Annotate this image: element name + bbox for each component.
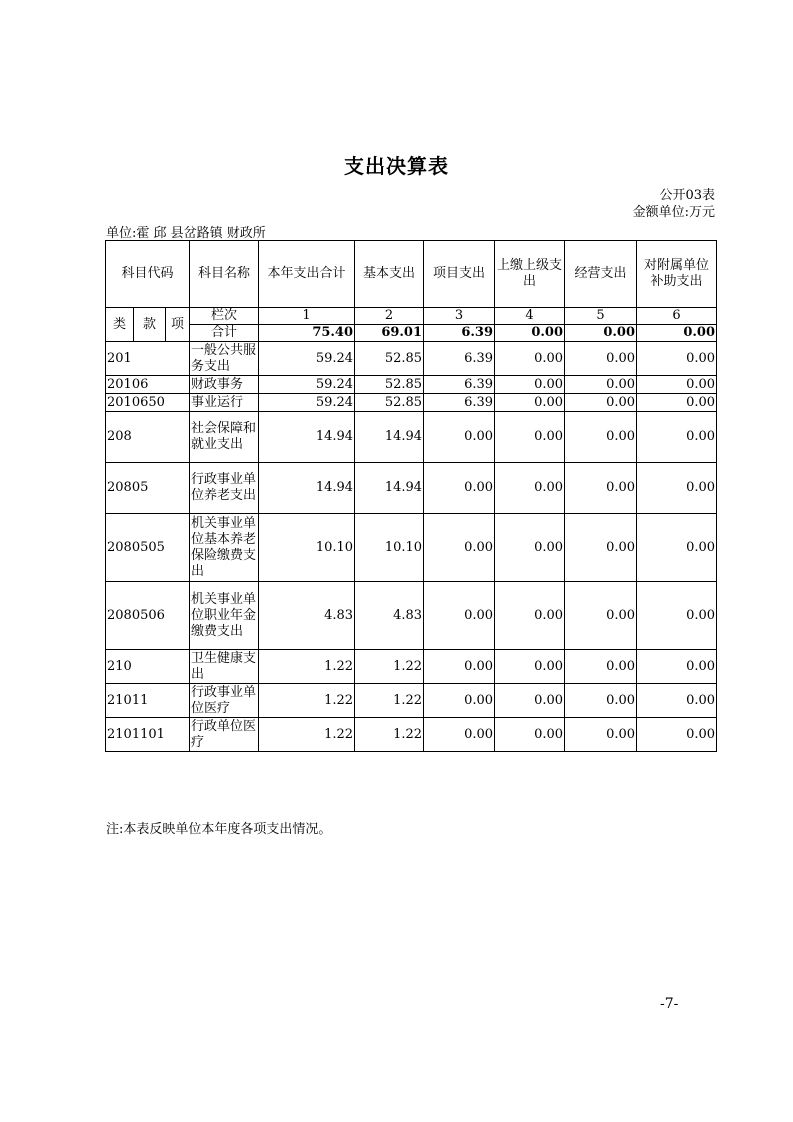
- amount-unit: 金额单位:万元: [632, 205, 715, 220]
- table-row: [106, 514, 717, 582]
- row-name: 行政事业单位养老支出: [190, 463, 259, 514]
- row-name: 卫生健康支出: [190, 650, 259, 684]
- col-index-3: 3: [424, 308, 495, 325]
- row-code: 210: [106, 650, 190, 684]
- row-code: 208: [106, 412, 190, 463]
- row-value: 0.00: [565, 342, 637, 376]
- row-value: 6.39: [424, 394, 495, 412]
- row-value: 6.39: [424, 342, 495, 376]
- row-code: 2010650: [106, 394, 190, 412]
- row-value: 0.00: [637, 394, 717, 412]
- row-value: 0.00: [424, 412, 495, 463]
- header-subsidiary: 对附属单位补助支出: [637, 241, 717, 308]
- row-name: 财政事务: [190, 376, 259, 394]
- header-project: 项目支出: [424, 241, 495, 308]
- row-value: 0.00: [565, 582, 637, 650]
- row-value: 59.24: [259, 342, 355, 376]
- row-value: 0.00: [495, 463, 565, 514]
- row-value: 0.00: [637, 463, 717, 514]
- row-value: 0.00: [637, 412, 717, 463]
- col-index-1: 1: [259, 308, 355, 325]
- row-value: 0.00: [565, 376, 637, 394]
- row-code: 2080505: [106, 514, 190, 582]
- row-name: 机关事业单位基本养老保险缴费支出: [190, 514, 259, 582]
- table-row: [106, 684, 717, 718]
- row-value: 0.00: [565, 514, 637, 582]
- header-lanci: 栏次: [190, 308, 259, 325]
- header-code: 科目代码: [106, 241, 190, 308]
- header-lei: 类: [106, 308, 134, 342]
- row-value: 10.10: [259, 514, 355, 582]
- total-value: 0.00: [637, 325, 717, 342]
- footnote: 注:本表反映单位本年度各项支出情况。: [106, 822, 332, 837]
- header-upper: 上缴上级支出: [495, 241, 565, 308]
- row-code: 2101101: [106, 718, 190, 752]
- row-value: 0.00: [495, 394, 565, 412]
- row-value: 59.24: [259, 394, 355, 412]
- row-name: 一般公共服务支出: [190, 342, 259, 376]
- row-value: 0.00: [637, 718, 717, 752]
- row-value: 10.10: [355, 514, 424, 582]
- row-value: 14.94: [259, 412, 355, 463]
- expenditure-table: [105, 240, 717, 752]
- header-xiang: 项: [166, 308, 190, 342]
- row-value: 1.22: [355, 650, 424, 684]
- header-operating: 经营支出: [565, 241, 637, 308]
- row-value: 0.00: [424, 650, 495, 684]
- header-basic: 基本支出: [355, 241, 424, 308]
- row-value: 0.00: [637, 650, 717, 684]
- row-value: 0.00: [424, 684, 495, 718]
- row-value: 0.00: [495, 650, 565, 684]
- row-value: 0.00: [637, 684, 717, 718]
- header-kuan: 款: [134, 308, 166, 342]
- row-value: 14.94: [355, 412, 424, 463]
- col-index-6: 6: [637, 308, 717, 325]
- row-value: 0.00: [424, 718, 495, 752]
- row-value: 0.00: [565, 684, 637, 718]
- row-value: 4.83: [259, 582, 355, 650]
- total-row: [106, 325, 717, 342]
- table-row: [106, 342, 717, 376]
- col-index-2: 2: [355, 308, 424, 325]
- row-code: 2080506: [106, 582, 190, 650]
- row-name: 社会保障和就业支出: [190, 412, 259, 463]
- row-name: 行政事业单位医疗: [190, 684, 259, 718]
- row-value: 59.24: [259, 376, 355, 394]
- row-value: 52.85: [355, 394, 424, 412]
- col-index-4: 4: [495, 308, 565, 325]
- table-row: [106, 463, 717, 514]
- row-value: 0.00: [565, 394, 637, 412]
- table-row: [106, 394, 717, 412]
- row-value: 0.00: [565, 412, 637, 463]
- total-label: 合计: [190, 325, 259, 342]
- row-value: 4.83: [355, 582, 424, 650]
- table-number: 公开03表: [659, 188, 715, 203]
- table-row: [106, 412, 717, 463]
- table-row: [106, 650, 717, 684]
- page-number: -7-: [660, 996, 679, 1012]
- row-value: 0.00: [565, 463, 637, 514]
- row-value: 0.00: [637, 582, 717, 650]
- row-value: 0.00: [495, 582, 565, 650]
- header-row: [106, 241, 717, 308]
- total-value: 75.40: [259, 325, 355, 342]
- page-title: 支出决算表: [344, 154, 449, 178]
- row-value: 0.00: [495, 342, 565, 376]
- row-code: 21011: [106, 684, 190, 718]
- row-value: 1.22: [259, 718, 355, 752]
- row-value: 0.00: [424, 514, 495, 582]
- row-value: 1.22: [259, 684, 355, 718]
- row-value: 0.00: [495, 412, 565, 463]
- total-value: 69.01: [355, 325, 424, 342]
- header-total: 本年支出合计: [259, 241, 355, 308]
- row-value: 0.00: [637, 514, 717, 582]
- row-value: 52.85: [355, 342, 424, 376]
- row-value: 0.00: [495, 684, 565, 718]
- row-value: 1.22: [355, 684, 424, 718]
- row-value: 14.94: [355, 463, 424, 514]
- row-value: 0.00: [637, 342, 717, 376]
- row-value: 0.00: [495, 514, 565, 582]
- row-value: 0.00: [637, 376, 717, 394]
- row-name: 行政单位医疗: [190, 718, 259, 752]
- row-value: 1.22: [259, 650, 355, 684]
- row-value: 0.00: [424, 463, 495, 514]
- row-value: 0.00: [495, 376, 565, 394]
- col-index-5: 5: [565, 308, 637, 325]
- row-name: 机关事业单位职业年金缴费支出: [190, 582, 259, 650]
- column-index-row: [106, 308, 717, 325]
- row-name: 事业运行: [190, 394, 259, 412]
- total-value: 0.00: [495, 325, 565, 342]
- row-value: 1.22: [355, 718, 424, 752]
- row-value: 52.85: [355, 376, 424, 394]
- table-row: [106, 718, 717, 752]
- row-value: 0.00: [424, 582, 495, 650]
- unit-label: 单位:霍 邱 县岔路镇 财政所: [106, 226, 266, 241]
- header-name: 科目名称: [190, 241, 259, 308]
- row-value: 0.00: [565, 650, 637, 684]
- total-value: 0.00: [565, 325, 637, 342]
- row-value: 0.00: [565, 718, 637, 752]
- row-value: 14.94: [259, 463, 355, 514]
- row-code: 20106: [106, 376, 190, 394]
- row-code: 20805: [106, 463, 190, 514]
- row-value: 6.39: [424, 376, 495, 394]
- table-row: [106, 582, 717, 650]
- row-value: 0.00: [495, 718, 565, 752]
- total-value: 6.39: [424, 325, 495, 342]
- table-row: [106, 376, 717, 394]
- row-code: 201: [106, 342, 190, 376]
